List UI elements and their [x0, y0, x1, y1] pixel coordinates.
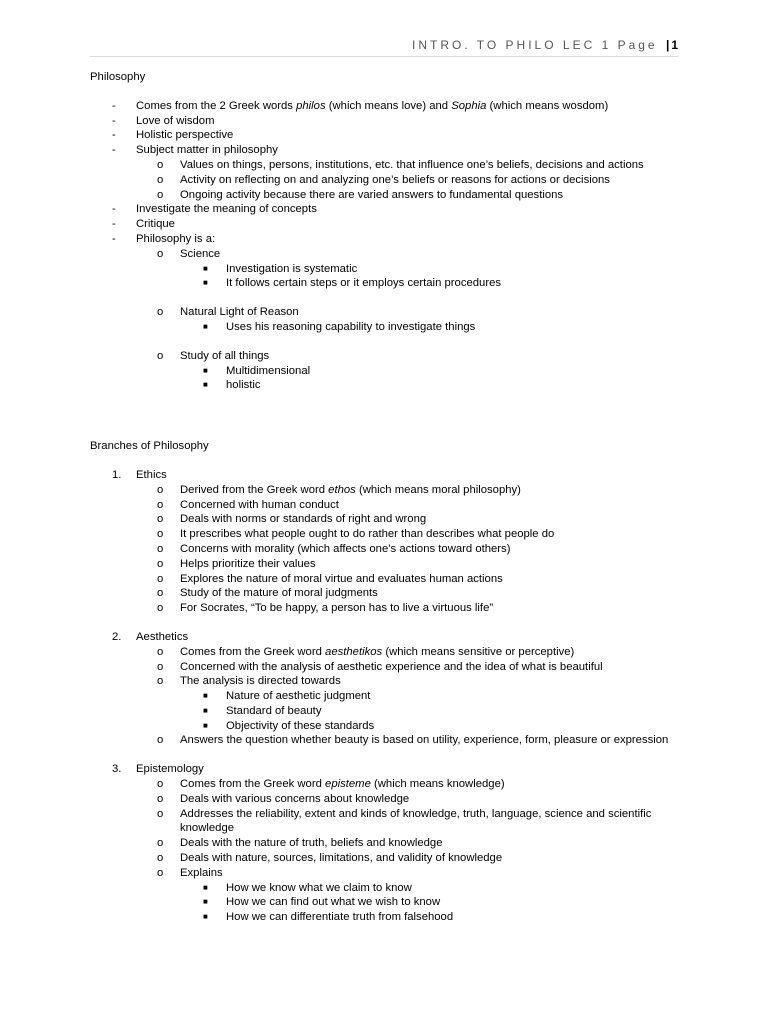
list-item: o Derived from the Greek word ethos (which means moral philosophy) [157, 483, 521, 496]
list-item: o Concerns with morality (which affects one’s actions toward others) [157, 542, 511, 555]
list-item: - Love of wisdom [112, 114, 215, 127]
list-item: o Comes from the Greek word episteme (which means knowledge) [157, 778, 505, 791]
list-item: 2. Aesthetics [112, 630, 189, 643]
list-item: ■ Uses his reasoning capability to investigate things [203, 320, 476, 333]
list-item: o Study of the mature of moral judgments [157, 587, 378, 600]
list-item: o Deals with nature, sources, limitations, and validity of knowledge [157, 852, 503, 865]
list-item: o For Socrates, “To be happy, a person has to live a virtuous life” [157, 602, 494, 615]
list-item: o Activity on reflecting on and analyzing one’s beliefs or reasons for actions or decisions [157, 173, 610, 186]
document-body [90, 70, 690, 925]
list-item: - Critique [112, 218, 175, 231]
list-item: ■ How we can find out what we wish to know [203, 896, 441, 909]
list-item: o Explains [157, 866, 223, 879]
list-item: o Ongoing activity because there are varied answers to fundamental questions [157, 188, 564, 201]
list-item: - Philosophy is a: [112, 232, 216, 245]
list-item: o Values on things, persons, institutions, etc. that influence one’s beliefs, decisions and actions [157, 158, 644, 171]
section-title-philosophy: Philosophy [90, 71, 146, 83]
header-separator: | [665, 38, 670, 52]
section-title-branches: Branches of Philosophy [90, 440, 209, 453]
list-item: o Answers the question whether beauty is based on utility, experience, form, pleasure or expression [157, 734, 669, 747]
list-item: - Investigate the meaning of concepts [112, 203, 317, 216]
list-item: o Explores the nature of moral virtue and evaluates human actions [157, 572, 503, 585]
list-item: o Addresses the reliability, extent and kinds of knowledge, truth, language, science and scientific knowledge [157, 807, 652, 835]
list-item: - Holistic perspective [112, 129, 234, 142]
list-item: ■ How we know what we claim to know [203, 881, 412, 894]
list-item: ■ Investigation is systematic [203, 262, 358, 275]
list-item: o Study of all things [157, 349, 270, 362]
page-header [412, 38, 678, 52]
page-number: 1 [671, 38, 678, 52]
list-item: - Subject matter in philosophy [112, 144, 278, 157]
list-item: o Concerned with human conduct [157, 498, 339, 511]
list-item: o Comes from the Greek word aesthetikos (which means sensitive or perceptive) [157, 645, 575, 658]
list-item: o Science [157, 247, 221, 260]
list-item: o Deals with the nature of truth, beliefs and knowledge [157, 837, 443, 850]
list-item: - Comes from the 2 Greek words philos (which means love) and Sophia (which means wosdom) [112, 99, 609, 112]
list-item: o The analysis is directed towards [157, 675, 341, 688]
list-item: ■ How we can differentiate truth from falsehood [203, 911, 454, 924]
list-item: ■ Objectivity of these standards [203, 719, 375, 732]
list-item: o Concerned with the analysis of aesthetic experience and the idea of what is beautiful [157, 660, 603, 673]
list-item: ■ It follows certain steps or it employs certain procedures [203, 277, 502, 290]
list-item: ■ holistic [203, 379, 261, 392]
header-rule [90, 56, 678, 57]
list-item: o Helps prioritize their values [157, 557, 316, 570]
list-item: o Deals with various concerns about knowledge [157, 792, 410, 805]
list-item: 1. Ethics [112, 468, 167, 481]
list-item: ■ Multidimensional [203, 364, 311, 377]
list-item: ■ Nature of aesthetic judgment [203, 690, 371, 703]
list-item: ■ Standard of beauty [203, 704, 322, 717]
list-item: o It prescribes what people ought to do rather than describes what people do [157, 528, 555, 541]
header-title: INTRO. TO PHILO LEC 1 Page [411, 38, 658, 52]
list-item: o Deals with norms or standards of right and wrong [157, 513, 427, 526]
list-item: 3. Epistemology [112, 763, 204, 776]
list-item: o Natural Light of Reason [157, 306, 299, 319]
